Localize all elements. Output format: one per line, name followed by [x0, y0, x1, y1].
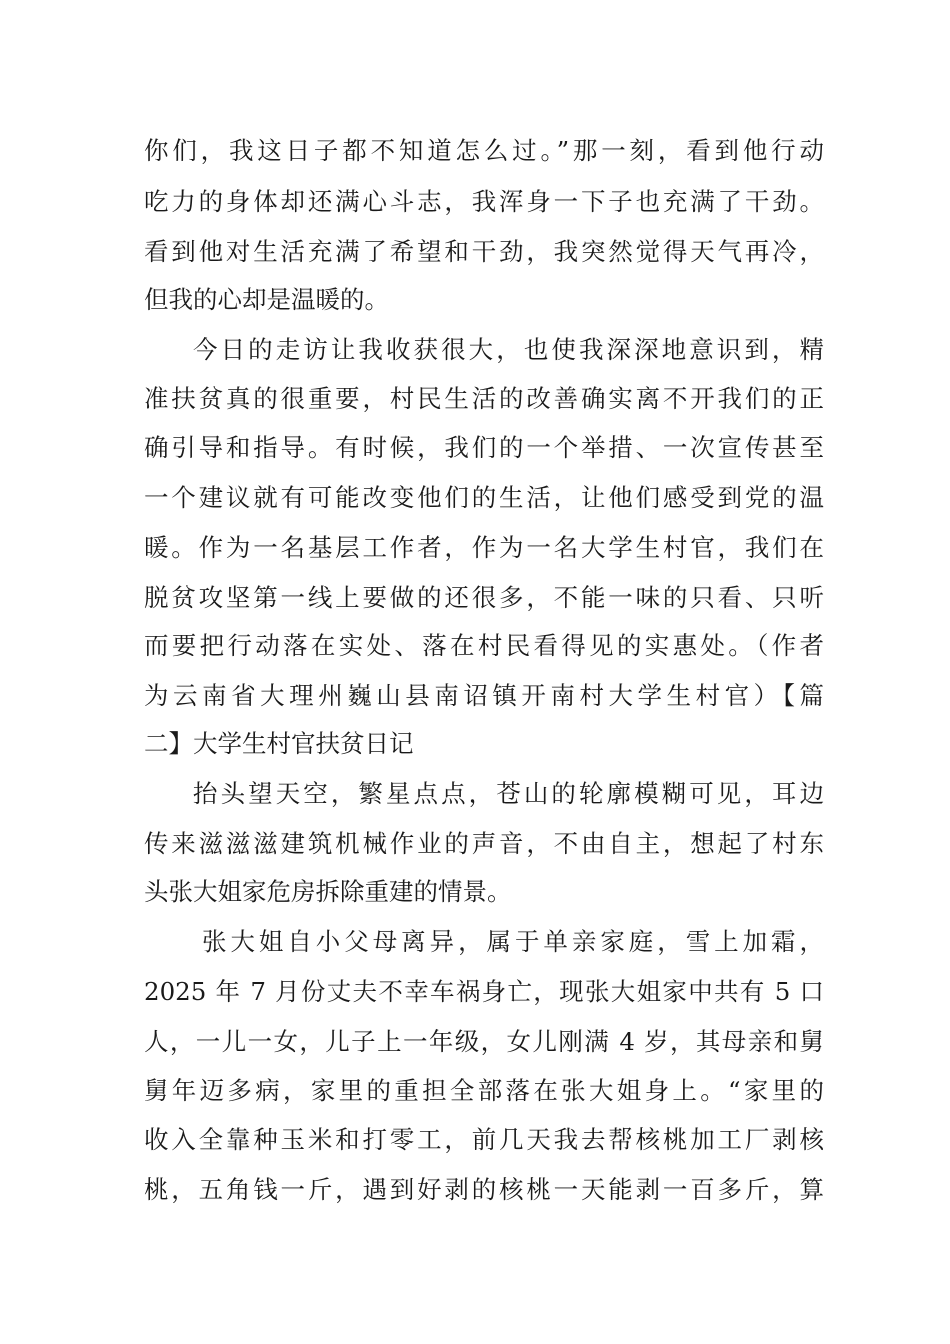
text-line: 传来滋滋滋建筑机械作业的声音，不由自主，想起了村东 [144, 829, 824, 858]
text-line: 舅年迈多病，家里的重担全部落在张大姐身上。“家里的 [144, 1076, 824, 1105]
text-line: 而要把行动落在实处、落在村民看得见的实惠处。（作者 [144, 631, 824, 660]
text-line: 今日的走访让我收获很大，也使我深深地意识到，精 [193, 335, 824, 364]
text-line: 看到他对生活充满了希望和干劲，我突然觉得天气再冷， [144, 237, 824, 266]
text-line: 人，一儿一女，儿子上一年级，女儿刚满 4 岁，其母亲和舅 [144, 1027, 824, 1056]
text-line: 收入全靠种玉米和打零工，前几天我去帮核桃加工厂剥核 [144, 1125, 824, 1154]
text-line: 头张大姐家危房拆除重建的情景。 [144, 877, 512, 906]
text-line: 为云南省大理州巍山县南诏镇开南村大学生村官）【篇 [144, 681, 824, 710]
text-line: 抬头望天空，繁星点点，苍山的轮廓模糊可见，耳边 [193, 779, 824, 808]
text-line: 2025 年 7 月份丈夫不幸车祸身亡，现张大姐家中共有 5 口 [144, 977, 824, 1006]
text-line: 暖。作为一名基层工作者，作为一名大学生村官，我们在 [144, 533, 824, 562]
text-line: 张大姐自小父母离异，属于单亲家庭，雪上加霜， [202, 927, 824, 956]
text-line: 一个建议就有可能改变他们的生活，让他们感受到党的温 [144, 483, 824, 512]
text-line: 准扶贫真的很重要，村民生活的改善确实离不开我们的正 [144, 384, 824, 413]
text-line: 桃，五角钱一斤，遇到好剥的核桃一天能剥一百多斤，算 [144, 1175, 824, 1204]
text-line: 脱贫攻坚第一线上要做的还很多，不能一味的只看、只听 [144, 583, 824, 612]
text-line: 二】大学生村官扶贫日记 [144, 729, 414, 758]
text-line: 确引导和指导。有时候，我们的一个举措、一次宣传甚至 [144, 433, 824, 462]
text-line: 你们，我这日子都不知道怎么过。”那一刻，看到他行动 [144, 136, 824, 165]
text-line: 但我的心却是温暖的。 [144, 285, 389, 314]
text-line: 吃力的身体却还满心斗志，我浑身一下子也充满了干劲。 [144, 187, 824, 216]
